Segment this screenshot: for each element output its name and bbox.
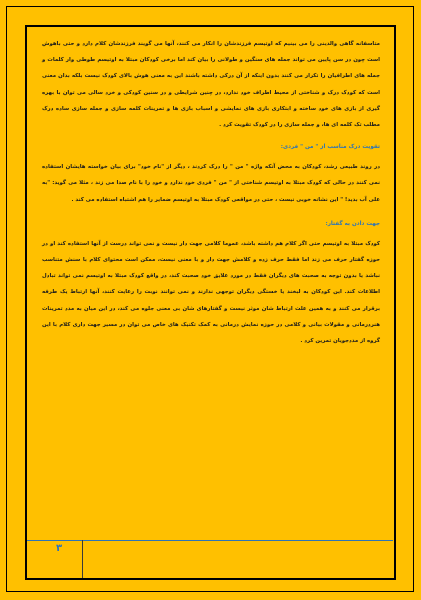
section-heading: تقویت درک مناسب از " من " فردی: (280, 144, 380, 151)
section-heading: جهت دادن به گفتار: (325, 220, 380, 227)
paragraph: متاسفانه گاهی والدینی را می بینیم که اوتیسم فرزندشان را انکار می کنند، آنها می گویند فرزندشان کلام دارد و حتی باهوش است چون در سن پایین می تواند جمله های سنگین و طولانی را بیان کند اما برخی کودکان مبتلا به اوتیسم طوطی وار کلمات و جمله های اطرافیان را تکرار می کنند بدون اینکه از آن درکی داشته باشند این به معنی هوش بالای کودک نیست بلکه بدان معنی است که کودک درک و شناختی از محیط اطراف خود ندارد، در چنین شرایطی و در سنین کودکی و خرد سالی می توان با بهره گیری از بازی های خود ساخته و ابتکاری بازی های نمایشی و اسباب بازی ها و تمرینات کلمه سازی و جمله سازی ساده درک مطلب تک کلمه ای ها، و جمله سازی را در کودک تقویت کرد . (42, 41, 380, 129)
page-number: ۳ (55, 543, 63, 554)
paragraph: کودک مبتلا به اوتیسم حتی اگر کلام هم داشته باشد، عموما کلامی جهت دار نیست و نمی تواند درست از آنها استفاده کند او در حوزه گفتار حرف می زند اما فقط حرف زده و کلامش جهت دار و با معنی نیست، ممکن است محتوای کلام با سنش متناسب نباشد یا بدون توجه به صحبت های دیگران فقط در مورد علایق خود صحبت کند، در واقع کودک مبتلا به اوتیسم نمی تواند تبادل اطلاعات کند. این کودکان به لبخند یا خستگی دیگران توجهی ندارند و نمی توانند نوبت را رعایت کنند، آنها ارتباط یک طرفه برقرار می کنند و به همین علت ارتباط شان موثر نیست و گفتارهای شان بی معنی جلوه می کند، در این میان به مدد تمرینات هنردرمانی و مقولات بیانی و کلامی در حوزه نمایش درمانی به کمک تکنیک های خاص می توان در مسیر جهت داری کلام با این گروه از مددجویان تمرین کرد . (42, 240, 380, 345)
footer-vertical-rule (82, 540, 83, 578)
paragraph: در روند طبیعی رشد، کودکان به محض آنکه واژه " من " را درک کردند ، دیگر از "نام خود" برای بیان خواسته هایشان استفاده نمی کنند در حالی که کودک مبتلا به اوتیسم شناختی از " من " فردی خود ندارد و خود را با نام صدا می زند ، مثلا می گوید: "به علی آب بدید! " این نشانه خوبی نیست ، حتی در مواقعی کودک مبتلا به اوتیسم ضمایر را هم اشتباه استفاده می کند . (42, 164, 380, 203)
document-body (42, 36, 380, 349)
